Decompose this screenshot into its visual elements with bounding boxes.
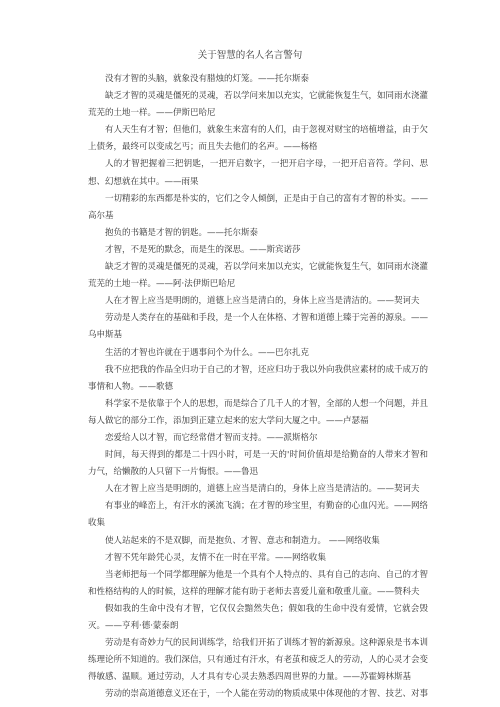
quote-paragraph: 使人站起来的不是双脚，而是抱负、才智、意志和制造力。 ——网络收集 <box>105 535 380 546</box>
quote-paragraph: 劳动是有奇妙力气的民间训练学，给我们开拓了训练才智的新源泉。这种源泉是书本训练理论所不知道的。我们深信，只有通过有汗水，有老茧和疲乏人的劳动，人的心灵才会变得敏感、温顺。通过劳动，人才具有专心灵去熟悉四周世界的力量。——苏霍姆林斯基 <box>88 638 429 683</box>
quote-paragraph: 有人天生有才智；但他们，就象生来富有的人们，由于忽视对财宝的培植增益，由于欠上债务，最终可以变成乞丐；而且失去他们的名声。——杨格 <box>88 125 429 153</box>
quote-paragraph: 我不应把我的作品全归功于自己的才智，还应归功于我以外向我供应素材的成千成万的事情和人物。——歌德 <box>88 364 429 392</box>
quote-paragraph: 假如我的生命中没有才智，它仅仅会黯然失色；假如我的生命中没有爱情，它就会毁灭。——亨利·德·蒙泰朗 <box>88 603 428 631</box>
quote-paragraph: 时间，每天得到的都是二十四小时，可是一天的'时间价值却是给勤奋的人带来才智和力气，给懒散的人只留下一片悔恨。——鲁迅 <box>88 450 428 478</box>
quote-paragraph: 生活的才智也许就在于遇事问个为什么。——巴尔扎克 <box>105 347 310 358</box>
quote-paragraph: 缺乏才智的灵魂是僵死的灵魂，若以学问来加以充实，它就能恢复生气，如同雨水浇灌荒芜的土地一样。——伊斯巴哈尼 <box>88 91 429 119</box>
quote-paragraph: 劳动是人类存在的基础和手段，是一个人在体格、才智和道德上臻于完善的源泉。——乌申斯基 <box>88 313 429 341</box>
quote-paragraph: 人在才智上应当是明朗的，道德上应当是清白的，身体上应当是清洁的。——契诃夫 <box>105 484 420 495</box>
quote-paragraph: 恋爱给人以才智，而它经常借才智而支持。——派斯格尔 <box>105 432 318 443</box>
quote-paragraph: 劳动的崇高道德意义还在于，一个人能在劳动的物质成果中体现他的才智、技艺、对事 <box>105 689 429 700</box>
quote-paragraph: 一切精彩的东西都是朴实的，它们之令人倾倒，正是由于自己的富有才智的朴实。——高尔基 <box>88 193 429 221</box>
quote-paragraph: 才智不凭年龄凭心灵，友情不在一时在平常。——网络收集 <box>105 552 327 563</box>
quote-paragraph: 缺乏才智的灵魂是僵死的灵魂，若以学问来加以充实，它就能恢复生气，如同雨水浇灌荒芜的土地一样。——阿·法伊斯巴哈尼 <box>88 262 429 290</box>
quote-paragraph: 才智，不是死的默念，而是生的深思。——斯宾诺莎 <box>105 244 301 255</box>
quote-paragraph: 没有才智的头脑，就象没有腊烛的灯笼。——托尔斯泰 <box>105 74 310 84</box>
document-title: 关于智慧的名人名言警句 <box>197 50 303 61</box>
quote-paragraph: 抱负的书籍是才智的钥匙。——托尔斯泰 <box>105 227 259 238</box>
quote-paragraph: 当老师把每一个同学都理解为他是一个具有个人特点的、具有自己的志向、自己的才智和性格结构的人的时候，这样的理解才能有助于老师去喜爱儿童和敬重儿童。——赞科夫 <box>88 569 429 597</box>
quote-paragraph: 人的才智把握着三把钥匙，一把开启数字，一把开启字母，一把开启音符。学问、思想、幻想就在其中。——雨果 <box>88 159 428 187</box>
quote-paragraph: 科学家不是依靠于个人的思想，而是综合了几千人的才智，全部的人想一个问题，并且每人做它的部分工作，添加到正建立起来的宏大学问大厦之中。——卢瑟福 <box>88 398 429 426</box>
quote-paragraph: 有事业的峰峦上，有汗水的溪流飞淌；在才智的珍宝里，有勤奋的心血闪光。——网络收集 <box>88 501 429 529</box>
quote-paragraph: 人在才智上应当是明朗的，道德上应当是清白的，身体上应当是清洁的。——契诃夫 <box>105 296 420 307</box>
document-body <box>88 71 428 703</box>
